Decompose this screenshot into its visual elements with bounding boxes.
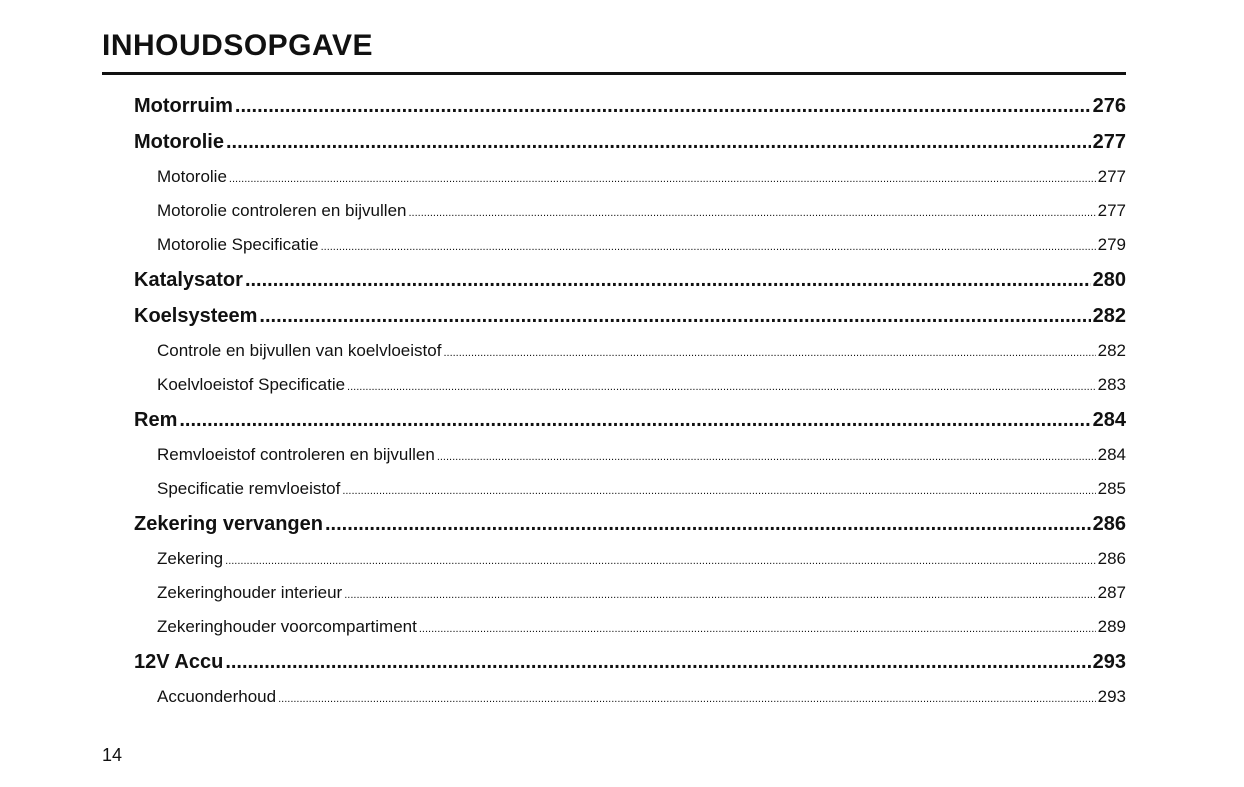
- toc-entry-page: 289: [1097, 617, 1126, 636]
- page-number: 14: [102, 745, 123, 765]
- dot-leader: [321, 230, 1096, 262]
- toc-entry-page: 282: [1097, 341, 1126, 360]
- toc-entry-page: 284: [1097, 445, 1126, 464]
- toc-entry-12v-accu[interactable]: [134, 646, 1126, 682]
- toc-subentry-zekeringhouder-interieur[interactable]: [157, 578, 1126, 612]
- toc-entry-page: 277: [1097, 167, 1126, 186]
- toc-entry-label: Motorruim: [134, 95, 233, 117]
- toc-entry-page: 282: [1092, 305, 1126, 327]
- toc-entry-page: 293: [1092, 651, 1126, 673]
- toc-entry-page: 277: [1092, 131, 1126, 153]
- dot-leader: [245, 264, 1091, 296]
- toc-entry-label: Zekering: [157, 549, 224, 568]
- toc-entry-page: 277: [1097, 201, 1126, 220]
- toc-subentry-remvloeistof-controleren[interactable]: [157, 440, 1126, 474]
- toc-entry-label: Controle en bijvullen van koelvloeistof: [157, 341, 442, 360]
- toc-entry-label: Motorolie controleren en bijvullen: [157, 201, 407, 220]
- table-of-contents: [134, 90, 1126, 716]
- toc-entry-label: Motorolie Specificatie: [157, 235, 319, 254]
- toc-entry-label: Motorolie: [134, 131, 224, 153]
- dot-leader: [419, 612, 1096, 644]
- toc-entry-rem[interactable]: [134, 404, 1126, 440]
- toc-entry-page: 287: [1097, 583, 1126, 602]
- toc-entry-page: 285: [1097, 479, 1126, 498]
- page-title: INHOUDSOPGAVE: [102, 29, 373, 62]
- toc-entry-label: 12V Accu: [134, 651, 224, 673]
- toc-entry-label: Katalysator: [134, 269, 243, 291]
- dot-leader: [344, 578, 1095, 610]
- toc-entry-page: 279: [1097, 235, 1126, 254]
- toc-entry-page: 293: [1097, 687, 1126, 706]
- toc-subentry-remvloeistof-specificatie[interactable]: [157, 474, 1126, 508]
- title-underline: [102, 72, 1126, 75]
- toc-entry-label: Specificatie remvloeistof: [157, 479, 341, 498]
- toc-subentry-koelvloeistof-controle[interactable]: [157, 336, 1126, 370]
- toc-entry-motorruim[interactable]: [134, 90, 1126, 126]
- toc-subentry-accuonderhoud[interactable]: [157, 682, 1126, 716]
- toc-entry-page: 284: [1092, 409, 1126, 431]
- toc-entry-katalysator[interactable]: [134, 264, 1126, 300]
- dot-leader: [225, 544, 1095, 576]
- toc-subentry-zekeringhouder-voorcompartiment[interactable]: [157, 612, 1126, 646]
- toc-entry-koelsysteem[interactable]: [134, 300, 1126, 336]
- dot-leader: [229, 162, 1096, 194]
- dot-leader: [278, 682, 1096, 714]
- toc-entry-page: 280: [1092, 269, 1126, 291]
- toc-entry-label: Koelsysteem: [134, 305, 258, 327]
- toc-subentry-koelvloeistof-specificatie[interactable]: [157, 370, 1126, 404]
- toc-entry-page: 276: [1092, 95, 1126, 117]
- toc-entry-motorolie[interactable]: [134, 126, 1126, 162]
- toc-entry-label: Koelvloeistof Specificatie: [157, 375, 346, 394]
- toc-entry-label: Zekering vervangen: [134, 513, 323, 535]
- toc-entry-label: Motorolie: [157, 167, 227, 186]
- toc-entry-label: Remvloeistof controleren en bijvullen: [157, 445, 435, 464]
- toc-subentry-zekering[interactable]: [157, 544, 1126, 578]
- dot-leader: [347, 370, 1096, 402]
- toc-entry-label: Rem: [134, 409, 178, 431]
- dot-leader: [225, 646, 1090, 678]
- toc-entry-page: 286: [1097, 549, 1126, 568]
- toc-entry-page: 286: [1092, 513, 1126, 535]
- toc-entry-label: Zekeringhouder interieur: [157, 583, 343, 602]
- toc-subentry-motorolie-controleren[interactable]: [157, 196, 1126, 230]
- dot-leader: [342, 474, 1095, 506]
- dot-leader: [437, 440, 1096, 472]
- toc-entry-label: Zekeringhouder voorcompartiment: [157, 617, 417, 636]
- dot-leader: [179, 404, 1090, 436]
- dot-leader: [325, 508, 1091, 540]
- dot-leader: [226, 126, 1091, 158]
- dot-leader: [235, 90, 1091, 122]
- toc-subentry-motorolie[interactable]: [157, 162, 1126, 196]
- toc-entry-zekering-vervangen[interactable]: [134, 508, 1126, 544]
- dot-leader: [259, 300, 1090, 332]
- dot-leader: [408, 196, 1095, 228]
- toc-entry-label: Accuonderhoud: [157, 687, 277, 706]
- toc-subentry-motorolie-specificatie[interactable]: [157, 230, 1126, 264]
- dot-leader: [443, 336, 1095, 368]
- toc-entry-page: 283: [1097, 375, 1126, 394]
